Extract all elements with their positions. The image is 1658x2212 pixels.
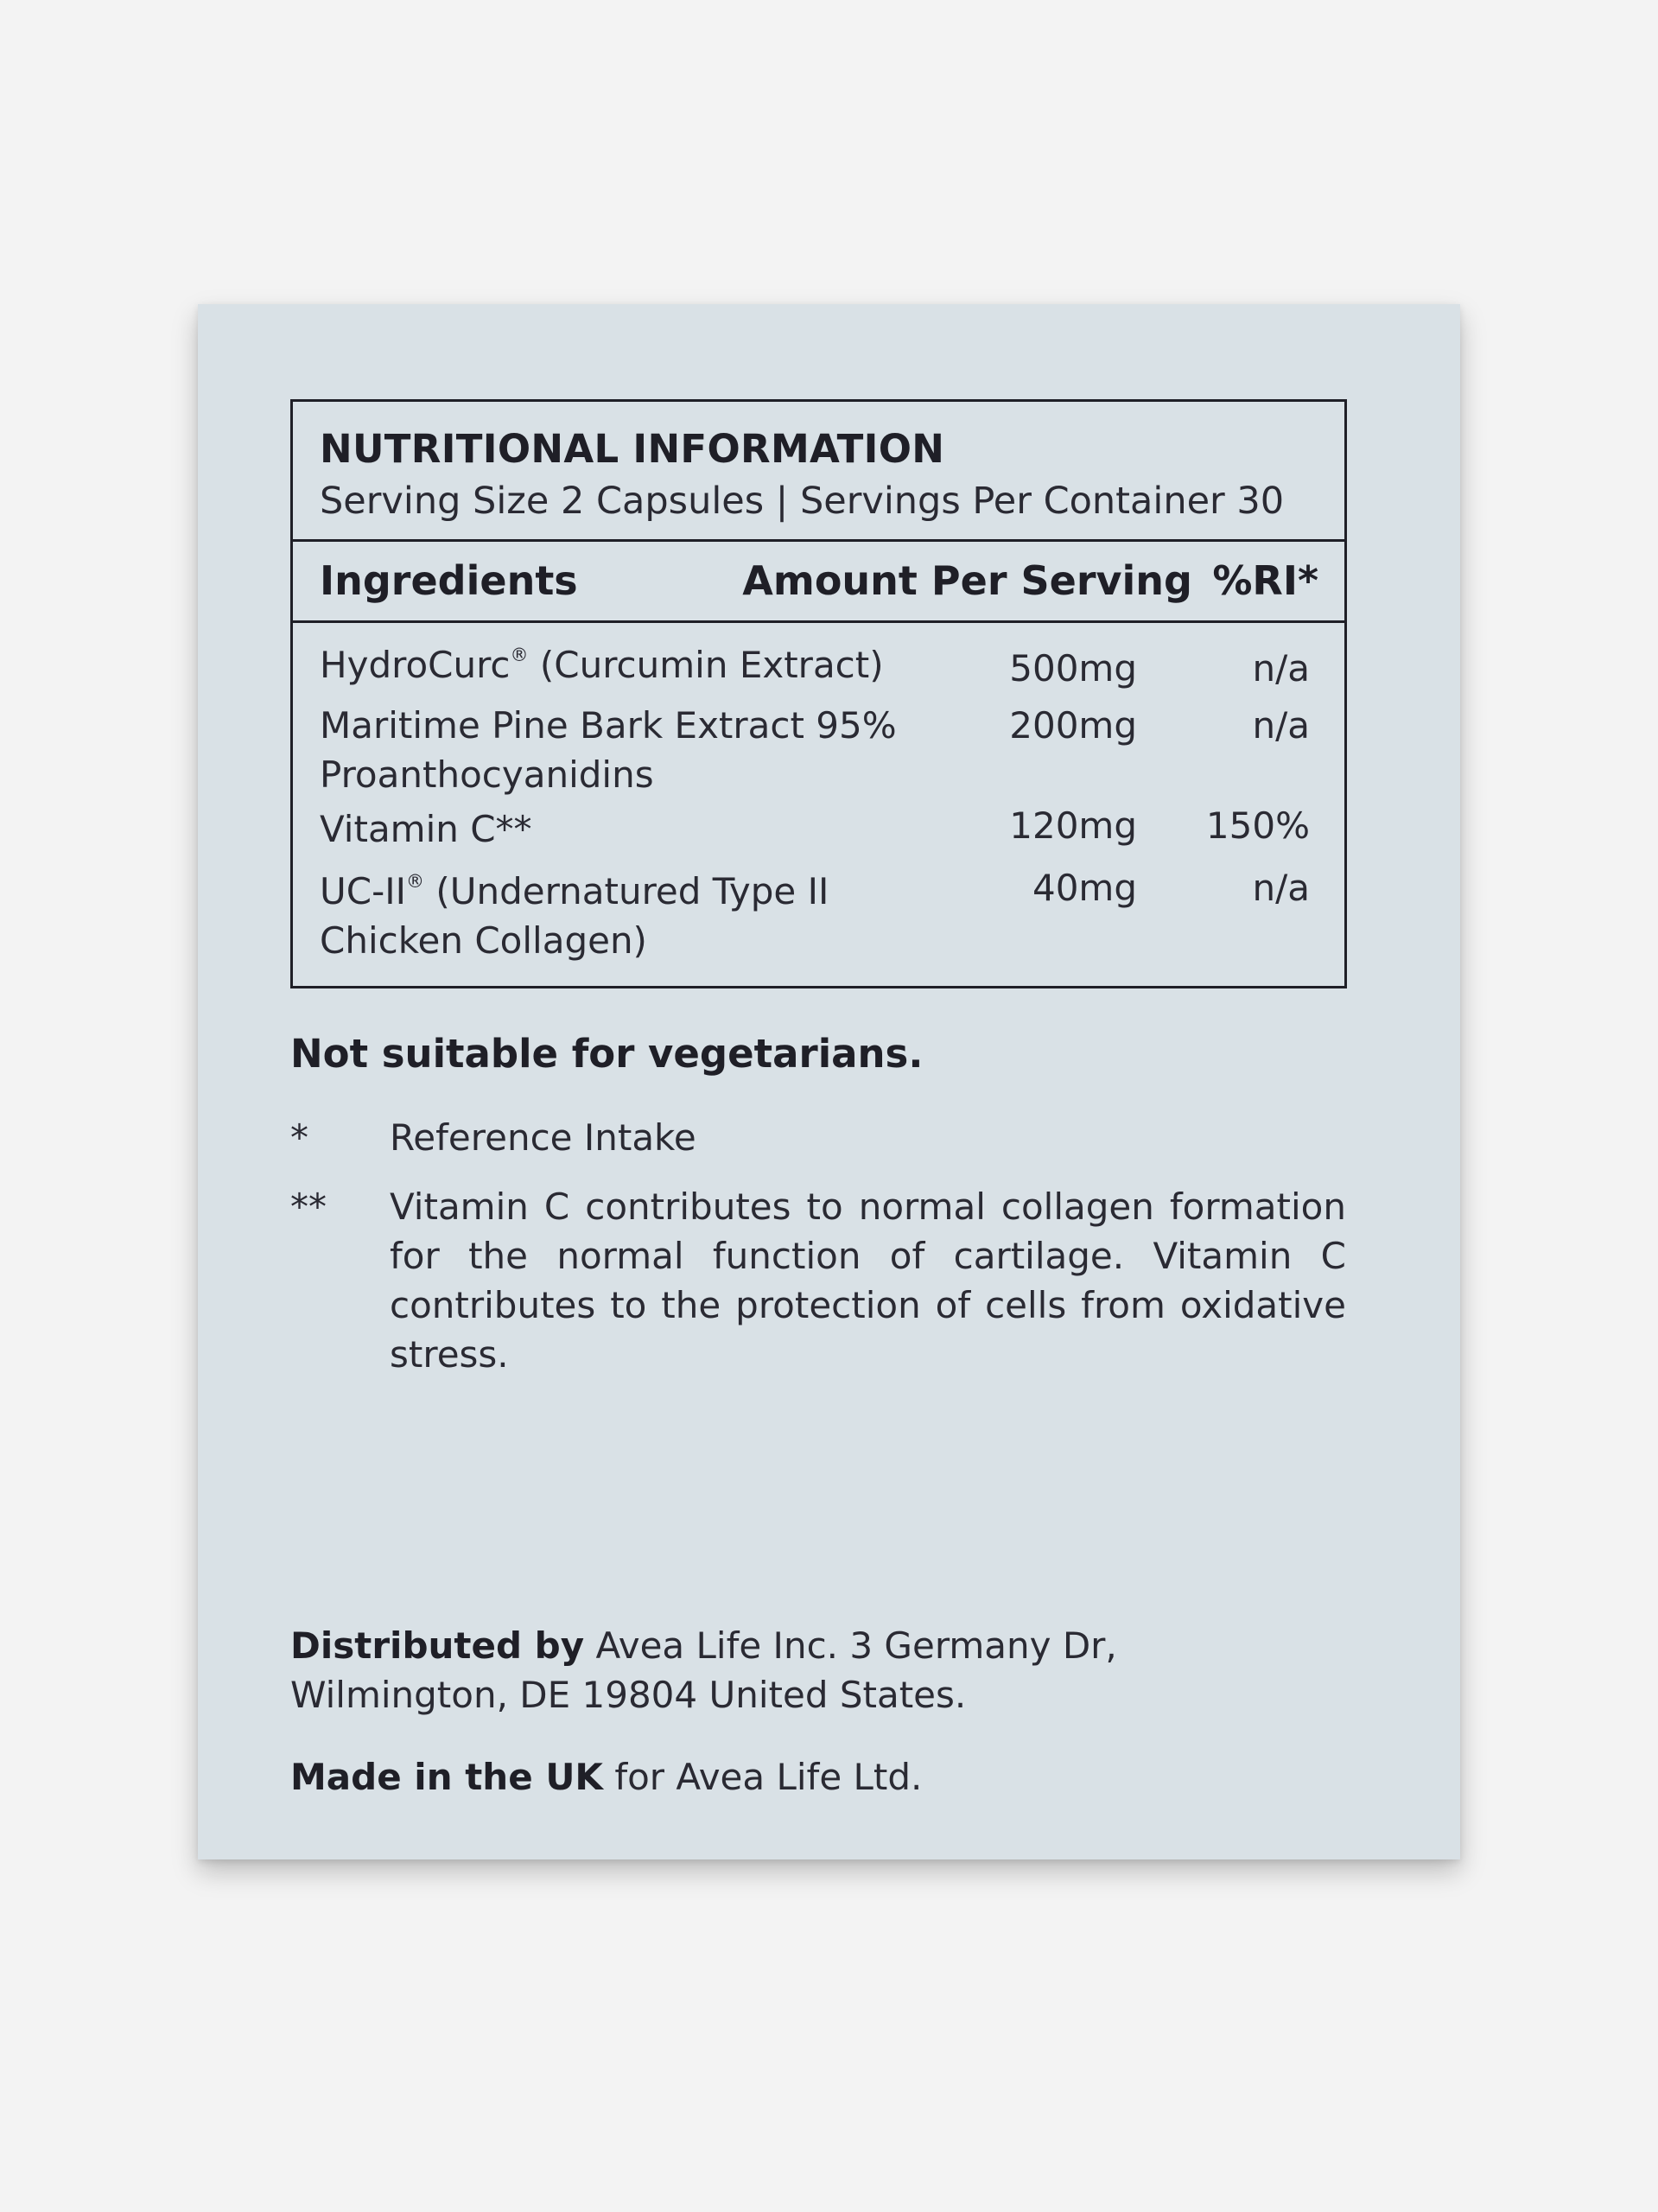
- origin-info: [290, 1752, 922, 1802]
- distributor-line1: [290, 1621, 1117, 1670]
- ingredient-name: [320, 867, 829, 923]
- ingredient-amount: 40mg: [1032, 867, 1137, 909]
- vegetarian-warning: Not suitable for vegetarians.: [290, 1031, 924, 1077]
- ingredient-name: Vitamin C**: [320, 808, 532, 850]
- ingredient-amount: 200mg: [1009, 704, 1137, 747]
- ingredient-name-line2: Proanthocyanidins: [320, 753, 654, 796]
- footnote-marker: *: [290, 1116, 308, 1159]
- footnote-text: Reference Intake: [390, 1116, 696, 1159]
- distributor-info: [290, 1621, 1117, 1719]
- distributed-by-label: Distributed by: [290, 1624, 585, 1667]
- column-header-amount: Amount Per Serving: [742, 557, 1192, 604]
- registered-mark: ®: [406, 871, 424, 892]
- serving-info: Serving Size 2 Capsules | Servings Per Container 30: [320, 480, 1285, 523]
- footnote-text: Vitamin C contributes to normal collagen formation for the normal function of cartilage. Vitamin C contributes to the protection of cells from oxidative stress.: [390, 1185, 1346, 1376]
- supplement-label-card: [198, 304, 1460, 1859]
- ingredient-ri: 150%: [1205, 804, 1310, 847]
- distributor-address-line1: Avea Life Inc. 3 Germany Dr,: [584, 1624, 1117, 1667]
- ingredient-ri: n/a: [1252, 867, 1310, 909]
- made-in-text: for Avea Life Ltd.: [602, 1756, 923, 1798]
- column-headers: [293, 542, 1344, 623]
- ingredient-name-suffix: (Undernatured Type II: [424, 870, 829, 912]
- made-in-label: Made in the UK: [290, 1756, 603, 1798]
- nutrition-title: NUTRITIONAL INFORMATION: [320, 426, 945, 472]
- column-header-ingredients: Ingredients: [320, 557, 578, 604]
- footnote-marker: **: [290, 1185, 327, 1228]
- ingredient-name: Maritime Pine Bark Extract 95%: [320, 704, 897, 747]
- column-header-ri: %RI*: [1212, 557, 1318, 604]
- nutrition-table: [290, 399, 1347, 988]
- ingredient-name-suffix: (Curcumin Extract): [528, 644, 884, 686]
- ingredient-name-text: HydroCurc: [320, 644, 511, 686]
- registered-mark: ®: [510, 645, 529, 665]
- ingredient-amount: 120mg: [1009, 804, 1137, 847]
- ingredient-name-line2: Chicken Collagen): [320, 919, 647, 962]
- nutrition-table-header: [293, 402, 1344, 542]
- ingredient-name-text: UC-II: [320, 870, 406, 912]
- ingredient-name: [320, 640, 884, 696]
- ingredient-amount: 500mg: [1009, 647, 1137, 690]
- distributor-address-line2: Wilmington, DE 19804 United States.: [290, 1674, 967, 1716]
- ingredient-ri: n/a: [1252, 704, 1310, 747]
- ingredient-ri: n/a: [1252, 647, 1310, 690]
